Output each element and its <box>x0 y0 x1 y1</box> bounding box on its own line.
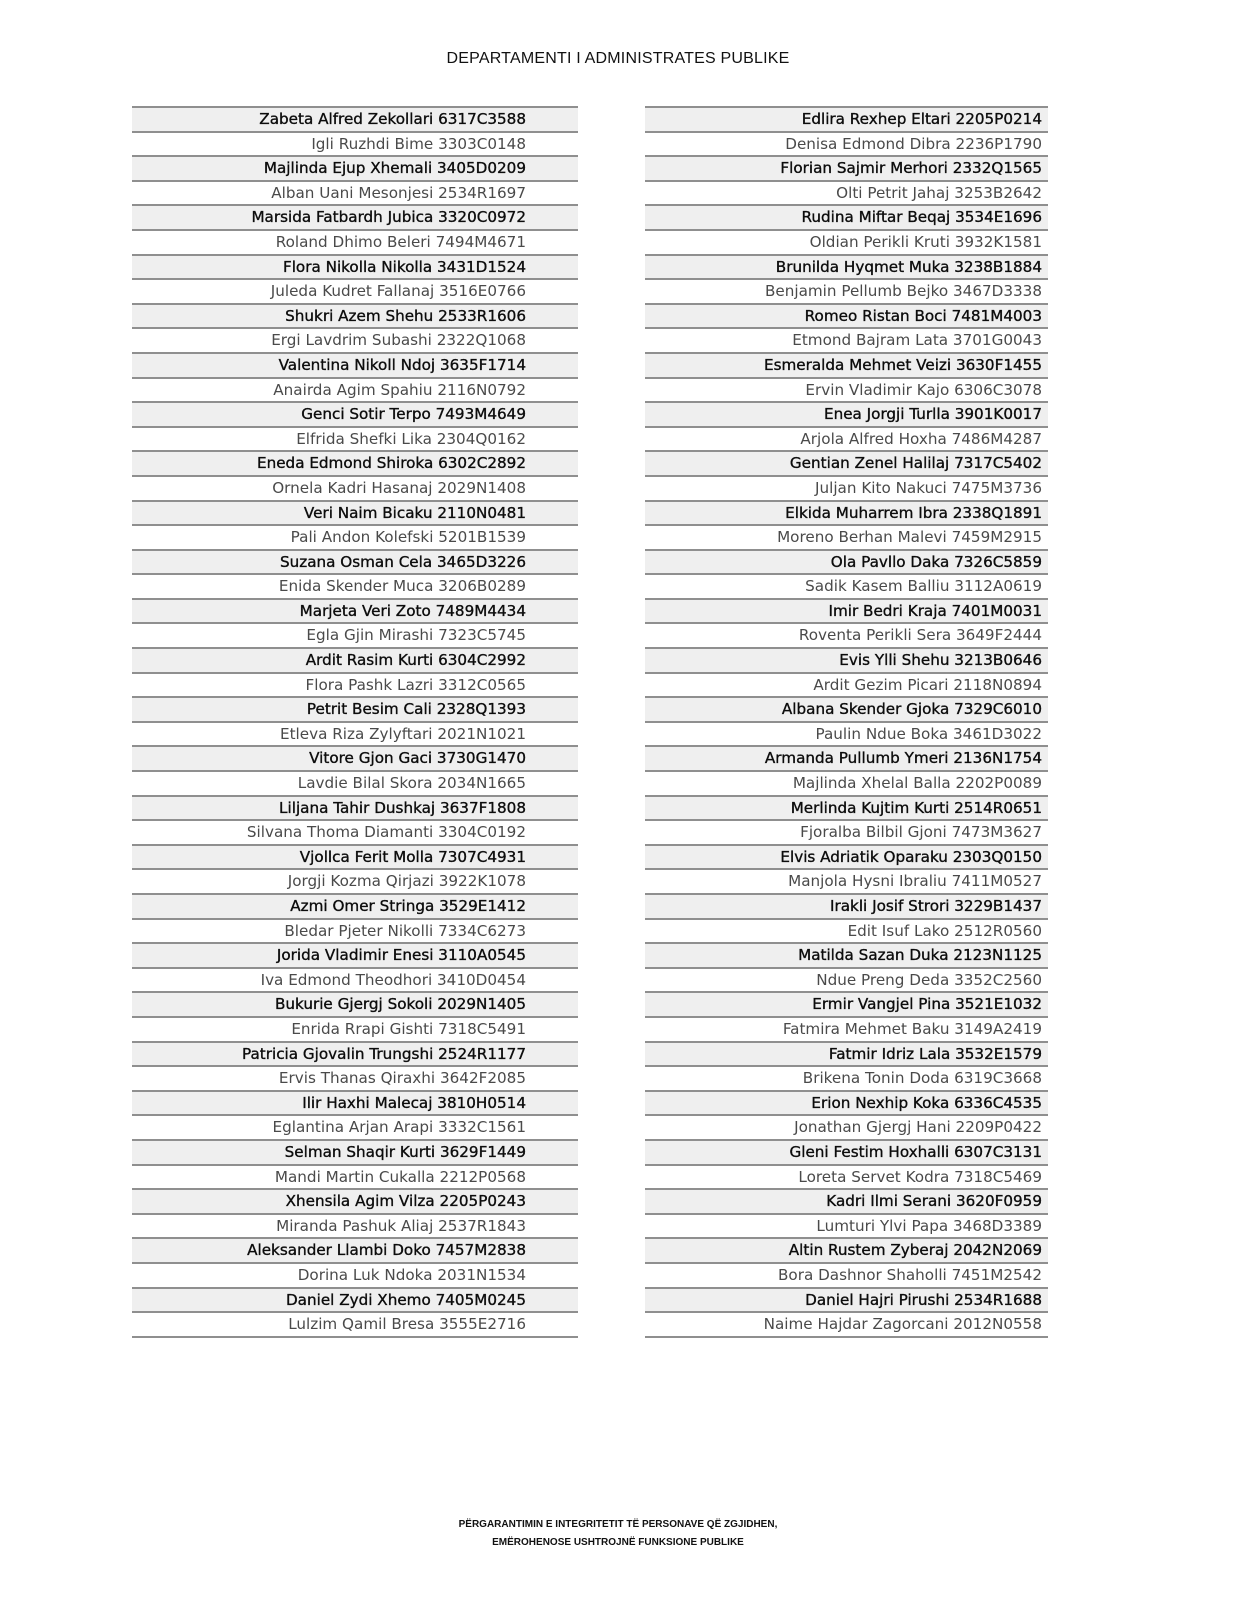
list-item: Flora Nikolla Nikolla 3431D1524 <box>132 254 578 279</box>
list-item: Flora Pashk Lazri 3312C0565 <box>132 672 578 697</box>
list-item: Oldian Perikli Kruti 3932K1581 <box>645 229 1048 254</box>
footer-line-2: EMËROHENOSE USHTROJNË FUNKSIONE PUBLIKE <box>492 1537 744 1548</box>
left-name-list <box>132 106 578 1338</box>
list-item: Igli Ruzhdi Bime 3303C0148 <box>132 131 578 156</box>
list-item: Roventa Perikli Sera 3649F2444 <box>645 622 1048 647</box>
list-item: Olti Petrit Jahaj 3253B2642 <box>645 180 1048 205</box>
list-item: Lulzim Qamil Bresa 3555E2716 <box>132 1311 578 1336</box>
list-item: Gentian Zenel Halilaj 7317C5402 <box>645 450 1048 475</box>
list-item: Enida Skender Muca 3206B0289 <box>132 573 578 598</box>
divider <box>645 1336 1048 1338</box>
list-item: Vitore Gjon Gaci 3730G1470 <box>132 745 578 770</box>
list-item: Daniel Zydi Xhemo 7405M0245 <box>132 1287 578 1312</box>
list-item: Majlinda Xhelal Balla 2202P0089 <box>645 770 1048 795</box>
list-item: Etmond Bajram Lata 3701G0043 <box>645 327 1048 352</box>
list-item: Gleni Festim Hoxhalli 6307C3131 <box>645 1139 1048 1164</box>
list-item: Majlinda Ejup Xhemali 3405D0209 <box>132 155 578 180</box>
list-item: Silvana Thoma Diamanti 3304C0192 <box>132 819 578 844</box>
list-item: Daniel Hajri Pirushi 2534R1688 <box>645 1287 1048 1312</box>
list-item: Ervis Thanas Qiraxhi 3642F2085 <box>132 1065 578 1090</box>
list-item: Enrida Rrapi Gishti 7318C5491 <box>132 1016 578 1041</box>
list-item: Iva Edmond Theodhori 3410D0454 <box>132 967 578 992</box>
list-item: Marjeta Veri Zoto 7489M4434 <box>132 598 578 623</box>
divider <box>132 1336 578 1338</box>
list-item: Romeo Ristan Boci 7481M4003 <box>645 303 1048 328</box>
list-item: Lavdie Bilal Skora 2034N1665 <box>132 770 578 795</box>
list-item: Vjollca Ferit Molla 7307C4931 <box>132 844 578 869</box>
list-item: Bukurie Gjergj Sokoli 2029N1405 <box>132 991 578 1016</box>
list-item: Elfrida Shefki Lika 2304Q0162 <box>132 426 578 451</box>
list-item: Etleva Riza Zylyftari 2021N1021 <box>132 721 578 746</box>
list-item: Juljan Kito Nakuci 7475M3736 <box>645 475 1048 500</box>
list-item: Florian Sajmir Merhori 2332Q1565 <box>645 155 1048 180</box>
list-item: Ergi Lavdrim Subashi 2322Q1068 <box>132 327 578 352</box>
list-item: Manjola Hysni Ibraliu 7411M0527 <box>645 868 1048 893</box>
list-item: Veri Naim Bicaku 2110N0481 <box>132 500 578 525</box>
list-item: Merlinda Kujtim Kurti 2514R0651 <box>645 795 1048 820</box>
list-item: Zabeta Alfred Zekollari 6317C3588 <box>132 106 578 131</box>
list-item: Patricia Gjovalin Trungshi 2524R1177 <box>132 1041 578 1066</box>
list-item: Armanda Pullumb Ymeri 2136N1754 <box>645 745 1048 770</box>
list-item: Edlira Rexhep Eltari 2205P0214 <box>645 106 1048 131</box>
list-item: Selman Shaqir Kurti 3629F1449 <box>132 1139 578 1164</box>
list-item: Evis Ylli Shehu 3213B0646 <box>645 647 1048 672</box>
list-item: Bledar Pjeter Nikolli 7334C6273 <box>132 918 578 943</box>
list-item: Valentina Nikoll Ndoj 3635F1714 <box>132 352 578 377</box>
list-item: Anairda Agim Spahiu 2116N0792 <box>132 377 578 402</box>
list-item: Ardit Rasim Kurti 6304C2992 <box>132 647 578 672</box>
right-name-list <box>645 106 1048 1338</box>
list-item: Dorina Luk Ndoka 2031N1534 <box>132 1262 578 1287</box>
list-item: Egla Gjin Mirashi 7323C5745 <box>132 622 578 647</box>
list-item: Irakli Josif Strori 3229B1437 <box>645 893 1048 918</box>
list-item: Fatmir Idriz Lala 3532E1579 <box>645 1041 1048 1066</box>
list-item: Matilda Sazan Duka 2123N1125 <box>645 942 1048 967</box>
list-item: Pali Andon Kolefski 5201B1539 <box>132 524 578 549</box>
list-item: Eneda Edmond Shiroka 6302C2892 <box>132 450 578 475</box>
list-item: Edit Isuf Lako 2512R0560 <box>645 918 1048 943</box>
list-item: Brikena Tonin Doda 6319C3668 <box>645 1065 1048 1090</box>
list-item: Petrit Besim Cali 2328Q1393 <box>132 696 578 721</box>
list-item: Denisa Edmond Dibra 2236P1790 <box>645 131 1048 156</box>
list-item: Roland Dhimo Beleri 7494M4671 <box>132 229 578 254</box>
list-item: Paulin Ndue Boka 3461D3022 <box>645 721 1048 746</box>
list-item: Juleda Kudret Fallanaj 3516E0766 <box>132 278 578 303</box>
list-item: Ndue Preng Deda 3352C2560 <box>645 967 1048 992</box>
list-item: Mandi Martin Cukalla 2212P0568 <box>132 1164 578 1189</box>
list-item: Alban Uani Mesonjesi 2534R1697 <box>132 180 578 205</box>
list-item: Jorgji Kozma Qirjazi 3922K1078 <box>132 868 578 893</box>
list-item: Bora Dashnor Shaholli 7451M2542 <box>645 1262 1048 1287</box>
list-item: Albana Skender Gjoka 7329C6010 <box>645 696 1048 721</box>
page-title: DEPARTAMENTI I ADMINISTRATES PUBLIKE <box>446 50 790 67</box>
list-item: Altin Rustem Zyberaj 2042N2069 <box>645 1237 1048 1262</box>
list-item: Eglantina Arjan Arapi 3332C1561 <box>132 1114 578 1139</box>
list-item: Loreta Servet Kodra 7318C5469 <box>645 1164 1048 1189</box>
list-item: Ardit Gezim Picari 2118N0894 <box>645 672 1048 697</box>
list-item: Marsida Fatbardh Jubica 3320C0972 <box>132 204 578 229</box>
list-item: Miranda Pashuk Aliaj 2537R1843 <box>132 1213 578 1238</box>
list-item: Aleksander Llambi Doko 7457M2838 <box>132 1237 578 1262</box>
list-item: Jorida Vladimir Enesi 3110A0545 <box>132 942 578 967</box>
list-item: Enea Jorgji Turlla 3901K0017 <box>645 401 1048 426</box>
list-item: Lumturi Ylvi Papa 3468D3389 <box>645 1213 1048 1238</box>
list-item: Elvis Adriatik Oparaku 2303Q0150 <box>645 844 1048 869</box>
list-item: Fjoralba Bilbil Gjoni 7473M3627 <box>645 819 1048 844</box>
list-item: Benjamin Pellumb Bejko 3467D3338 <box>645 278 1048 303</box>
list-item: Jonathan Gjergj Hani 2209P0422 <box>645 1114 1048 1139</box>
list-item: Shukri Azem Shehu 2533R1606 <box>132 303 578 328</box>
list-item: Elkida Muharrem Ibra 2338Q1891 <box>645 500 1048 525</box>
list-item: Kadri Ilmi Serani 3620F0959 <box>645 1188 1048 1213</box>
list-item: Genci Sotir Terpo 7493M4649 <box>132 401 578 426</box>
list-item: Xhensila Agim Vilza 2205P0243 <box>132 1188 578 1213</box>
list-item: Moreno Berhan Malevi 7459M2915 <box>645 524 1048 549</box>
list-item: Ola Pavllo Daka 7326C5859 <box>645 549 1048 574</box>
footer <box>0 1516 1236 1552</box>
list-item: Ermir Vangjel Pina 3521E1032 <box>645 991 1048 1016</box>
list-item: Rudina Miftar Beqaj 3534E1696 <box>645 204 1048 229</box>
list-item: Suzana Osman Cela 3465D3226 <box>132 549 578 574</box>
list-item: Ornela Kadri Hasanaj 2029N1408 <box>132 475 578 500</box>
list-item: Ervin Vladimir Kajo 6306C3078 <box>645 377 1048 402</box>
list-item: Erion Nexhip Koka 6336C4535 <box>645 1090 1048 1115</box>
list-item: Arjola Alfred Hoxha 7486M4287 <box>645 426 1048 451</box>
list-item: Esmeralda Mehmet Veizi 3630F1455 <box>645 352 1048 377</box>
list-item: Liljana Tahir Dushkaj 3637F1808 <box>132 795 578 820</box>
list-item: Fatmira Mehmet Baku 3149A2419 <box>645 1016 1048 1041</box>
footer-line-1: PËRGARANTIMIN E INTEGRITETIT TË PERSONAVE QË ZGJIDHEN, <box>458 1519 778 1530</box>
list-item: Azmi Omer Stringa 3529E1412 <box>132 893 578 918</box>
list-item: Imir Bedri Kraja 7401M0031 <box>645 598 1048 623</box>
list-item: Brunilda Hyqmet Muka 3238B1884 <box>645 254 1048 279</box>
list-item: Ilir Haxhi Malecaj 3810H0514 <box>132 1090 578 1115</box>
list-item: Sadik Kasem Balliu 3112A0619 <box>645 573 1048 598</box>
list-item: Naime Hajdar Zagorcani 2012N0558 <box>645 1311 1048 1336</box>
